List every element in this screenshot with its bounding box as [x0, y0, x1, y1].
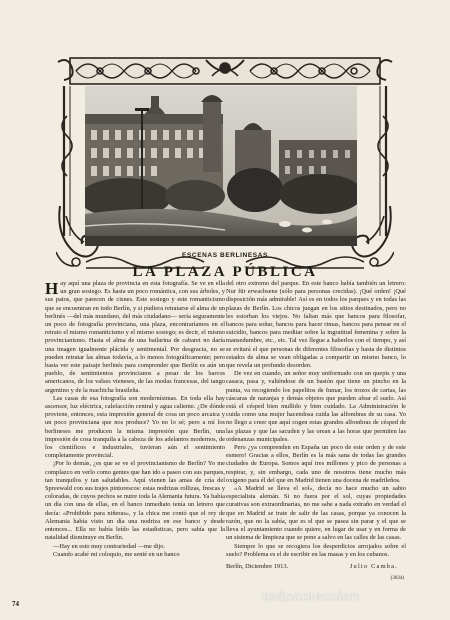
photo-caption: ESCENAS BERLINESAS [182, 252, 268, 259]
paragraph: —Hay en esto muy contrariedad —me dijo. [53, 542, 165, 550]
article-column-left [45, 280, 225, 590]
article-title: LA PLAZA PÚBLICA [132, 264, 318, 280]
paragraph: Las casas de esa fotografía son modernísimas. En toda ella hay ascensor, luz eléctrica, calefacción central y agua caliente. ¿De dónde proviene, entonces, esta impresión general de cosa un poco arcaica y un poco provinciana que nos produce? Yo no lo sé; pero a mí los berlineses me producen la misma impresión que Berlín, una impresión de cosa tranquila a la cabeza de los adelantos modernos, de los científicos e industriales, tuvieran aún el sentimiento completamente provincial. [45, 394, 225, 460]
paragraph: Pero ¿ya comprenden en España un poco de este orden y de este esmero! Gracias a ellos, Berlín es la más sana de todas las grandes ciudades de Europa. Somos aquí tres millones y pico de personas a respirar, y, sin embargo, cada uno de nosotros tiene mucho más oxígeno para él del que en Madrid tienen una docena de madrileños. [226, 444, 406, 484]
signature-row [226, 562, 406, 581]
article-column-right [226, 280, 406, 590]
watermark-text: todocoleccion [262, 588, 360, 604]
article-date: Berlín, Diciembre 1913. [226, 562, 289, 570]
page-number: 74 [12, 600, 19, 608]
reference-number: (3034) [390, 575, 404, 581]
paragraph: De vez en cuando, un señor muy uniformado con un quepis y una casaca, pasa y, valiéndose de un bastón que tiene un pincho en la punta, va recogiendo los papelitos de fumar, los trozos de cartas, las cáscaras de naranjas y demás objetos que pueden afear el suelo. Así está el césped bien mullido y bien cuidado. La Administración le cuida como una mujer hacendosa cuida las alfombras de su casa. Yo no llego a creer que aquí cogen estas grandes alfombras de césped de las plazas y que las sacuden y las orean a las horas que permiten las ordenanzas municipales. [226, 370, 406, 443]
photograph-plaza [85, 86, 357, 246]
paragraph: Cuando acabé mi coloquio, me senté en un banco [53, 550, 180, 558]
drop-cap: H [45, 280, 59, 298]
plaza-photo-illustration [85, 86, 357, 246]
paragraph: Siempre lo que se recogiera los desperdicios arrojados sobre el suelo? Problema es el de escribir en las masas y en los cubanos. [226, 542, 406, 558]
paragraph: del otro extremo del parque. En este banco había también un letrero: Nur für erwachsene (sólo para personas crecidas). ¡Qué orden! ¡Qué disposición más admirable! Así es en todos los parques y en todas las plazas de Berlín. Los chicos juegan en los sitios destinados, pero no les estorban los viejos. No faltan más que bancos para filosofar, bancos para soñar, bancos para hacer rimas, bancos para pensar en el suicidio, bancos para meditar sobre la ingratitud femenina y sobre la mansedumbre, etc., etc. Tal vez llegue a haberlos con el tiempo, y así se evitará el que personas de diferentes filosofías y hasta de distintos estados de alma se vean obligadas a compartir un mismo banco, lo que revela un profundo desorden. [226, 280, 406, 370]
paragraph: ¡Por lo demás, ¿es que se ve el provincianismo de Berlín? Yo me complazco en verlo como gentes que han ido a paseo con sus parques, tan tranquilos y tan saludables. Aquí vienen las amas de cría del Spreewald con sus trajes pintorescos: estas nodrizas rollizas, frescas y coloradas, de cuyos pechos se nutre toda la Alemania futura. Ya había un día con una de ellas, en el banco inmediato tenía un letrero que decía: «Prohibido para niñeras», y la chica me contó que el rey de Alemania había visto un día una nodriza en ese banco y desde entonces... Ella no había leído las estadísticas, pero sabía que la natalidad disminuye en Berlín. [45, 460, 225, 542]
paragraph: ay aquí una plaza de provincia en esta fotografía. Se ve en ella un gran sosiego. Es hasta un poco romántica, con sus árboles, y sus patos, que parecen de cisnes. Este sosiego y este romanticismo que se encuentran en todo Berlín, y si pudiera retratarse el alma de un berlinés —del más mundano, del más ciudadano— sería seguramente un poco de fotografía provinciana, una plaza, encontraríamos en el retrato el mismo romanticismo y el mismo sosiego; es decir, el mismo provincianismo. Hasta el alma de una bailarina de cabaret no daría una imagen igualmente plácida y sentimental. Por desgracia, no se pueden retratar las almas todavía, a lo menos fotográficamente; pero basta ver este paisaje berlinés para comprender que Berlín es aún un pueblo, de sentimientos provincianos a pesar de los barcos americanos, de los valses vieneses, de las modas francesas, del tango argentino y de la machicha brasileña. [45, 280, 225, 394]
article-author: Julio Camba. [349, 562, 398, 570]
paragraph: «A Madrid se lleva el sol», decía no hace mucho un sabio especialista alemán. Si no fuera por el sol, cuyas propiedades curativas son extraordinarias, no me sabe a nada extraño en verdad el que en Madrid se trate de salir de las casas, porque ya conocen la razón, que no la sabía, que es el que se pasea sin parar y el que se lleva el ayuntamiento cuando quiere, en lugar de usar y en forma de un sistema de limpieza que se pone a salvo en las calles de las casas. [226, 485, 406, 542]
